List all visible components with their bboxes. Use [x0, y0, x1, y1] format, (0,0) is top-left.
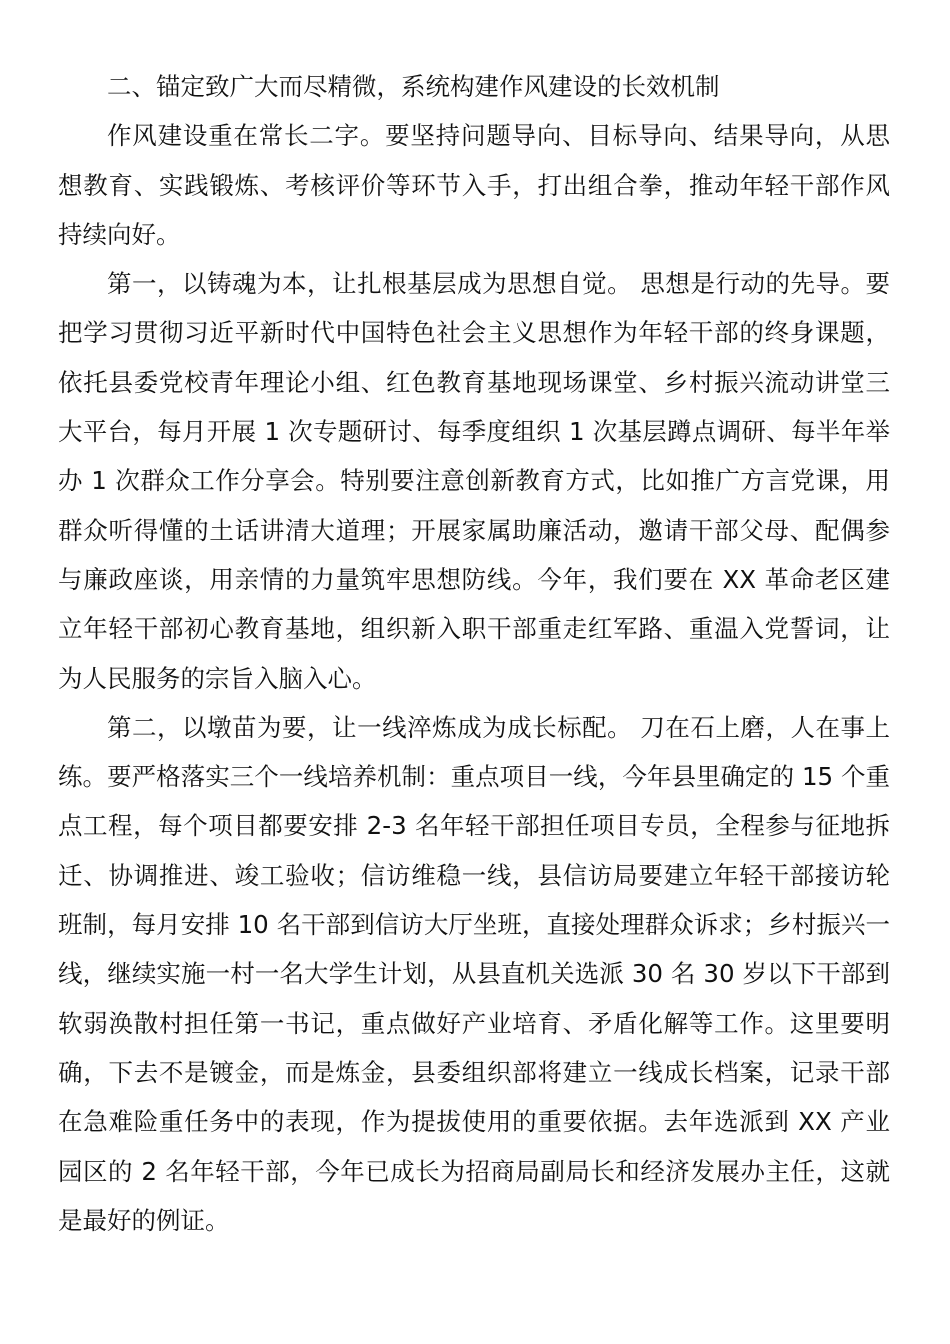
paragraph-first-point: 第一，以铸魂为本，让扎根基层成为思想自觉。 思想是行动的先导。要把学习贯彻习近平新时代中国特色社会主义思想作为年轻干部的终身课题，依托县委党校青年理论小组、红色教育基地现场课堂、乡村振兴流动讲堂三大平台，每月开展 1 次专题研讨、每季度组织 1 次基层蹲点调研、每半年举办 1 次群众工作分享会。特别要注意创新教育方式，比如推广方言党课，用群众听得懂的土话讲清大道理；开展家属助廉活动，邀请干部父母、配偶参与廉政座谈，用亲情的力量筑牢思想防线。今年，我们要在 XX 革命老区建立年轻干部初心教育基地，组织新入职干部重走红军路、重温入党誓词，让为人民服务的宗旨入脑入心。 [58, 269, 890, 693]
document-page [58, 62, 890, 1245]
paragraph-second-point: 第二，以墩苗为要，让一线淬炼成为成长标配。 刀在石上磨，人在事上练。要严格落实三个一线培养机制：重点项目一线，今年县里确定的 15 个重点工程，每个项目都要安排 2-3 名年轻干部担任项目专员，全程参与征地拆迁、协调推进、竣工验收；信访维稳一线，县信访局要建立年轻干部接访轮班制，每月安排 10 名干部到信访大厅坐班，直接处理群众诉求；乡村振兴一线，继续实施一村一名大学生计划，从县直机关选派 30 名 30 岁以下干部到软弱涣散村担任第一书记，重点做好产业培育、矛盾化解等工作。这里要明确，下去不是镀金，而是炼金，县委组织部将建立一线成长档案，记录干部在急难险重任务中的表现，作为提拔使用的重要依据。去年选派到 XX 产业园区的 2 名年轻干部，今年已成长为招商局副局长和经济发展办主任，这就是最好的例证。 [58, 712, 890, 1235]
section-heading: 二、锚定致广大而尽精微，系统构建作风建设的长效机制 [107, 72, 720, 101]
paragraph-intro: 作风建设重在常长二字。要坚持问题导向、目标导向、结果导向，从思想教育、实践锻炼、考核评价等环节入手，打出组合拳，推动年轻干部作风持续向好。 [58, 121, 890, 249]
